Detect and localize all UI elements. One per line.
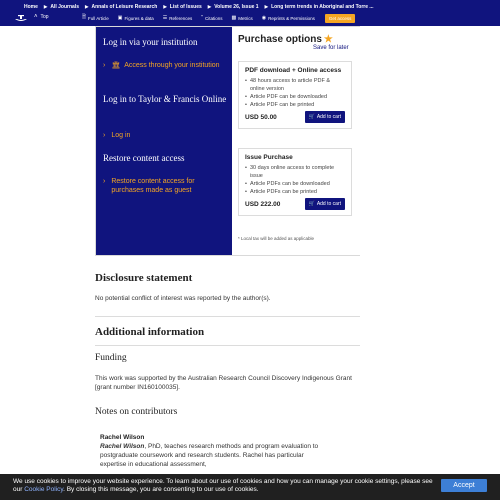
caret-right-icon: ▶ xyxy=(85,3,89,9)
link-label: Access through your institution xyxy=(124,62,220,69)
cart-icon: 🛒 xyxy=(308,201,315,207)
feature-item: • Article PDFs can be downloaded xyxy=(245,180,345,188)
price: USD 222.00 xyxy=(245,200,281,208)
price-row xyxy=(245,198,345,210)
feature-item: • 48 hours access to article PDF & online version xyxy=(245,77,345,93)
breadcrumb-item-article xyxy=(259,4,374,10)
purchase-title-text: Purchase options xyxy=(238,34,322,45)
institution-login-heading: Log in via your institution xyxy=(103,37,198,47)
breadcrumb-item-all-journals[interactable] xyxy=(38,4,79,10)
document-icon: 🗎 xyxy=(82,14,87,20)
quote-icon: “ xyxy=(201,15,203,21)
link-label: Restore content access for purchases made as guest xyxy=(111,178,195,194)
cart-icon: 🛒 xyxy=(308,114,315,120)
accept-cookies-button[interactable]: Accept xyxy=(441,479,487,492)
price: USD 50.00 xyxy=(245,113,277,121)
cookie-consent-banner xyxy=(0,474,500,500)
price-row xyxy=(245,111,345,123)
funding-text: This work was supported by the Australian Research Council Discovery Indigenous Grant [grant number IN160100035]. xyxy=(95,375,352,391)
purchase-option-card xyxy=(238,61,352,129)
toolbar-label: Reprints & Permissions xyxy=(268,15,315,21)
link-label: Log in xyxy=(111,132,131,139)
tf-login-heading: Log in to Taylor & Francis Online xyxy=(103,94,227,104)
image-icon: ▣ xyxy=(117,15,123,21)
breadcrumb-item-home[interactable] xyxy=(24,4,38,10)
breadcrumb-label: Long term trends in Aboriginal and Torre ... xyxy=(271,3,374,10)
citations-link[interactable] xyxy=(201,15,222,21)
tf-logo-icon[interactable] xyxy=(14,14,28,23)
add-to-cart-button[interactable] xyxy=(305,198,345,210)
get-access-button[interactable]: Get access xyxy=(325,14,356,23)
button-label: Add to cart xyxy=(316,114,341,120)
feature-item: • 30 days online access to complete issue xyxy=(245,164,345,180)
figures-data-link[interactable] xyxy=(118,15,154,21)
chevron-up-icon: ˄ xyxy=(34,14,38,20)
purchase-options-panel xyxy=(232,27,360,255)
add-to-cart-button[interactable] xyxy=(305,111,345,123)
chevron-right-icon: › xyxy=(103,178,106,185)
breadcrumb xyxy=(24,2,374,11)
toolbar-label: Metrics xyxy=(238,15,253,21)
contributor-name: Rachel Wilson xyxy=(100,434,145,441)
caret-right-icon: ▶ xyxy=(264,3,269,9)
tag-icon: ◉ xyxy=(261,15,267,21)
cookie-text-part: . By closing this message, you are consenting to our use of cookies. xyxy=(63,486,259,493)
back-to-top-link[interactable] xyxy=(34,14,49,20)
contributor-bio xyxy=(100,442,330,469)
cookie-message xyxy=(13,478,443,494)
restore-access-link[interactable] xyxy=(103,177,228,195)
caret-right-icon: ▶ xyxy=(163,3,167,9)
breadcrumb-item-journal[interactable] xyxy=(79,4,157,10)
chevron-right-icon: › xyxy=(103,62,106,69)
breadcrumb-label: List of Issues xyxy=(169,3,202,10)
breadcrumb-label: Home xyxy=(24,3,38,10)
cookie-text-part: We use cookies to improve your website experience. To learn about our use of cookies and how you can manage your cookie settings, please see our xyxy=(13,478,433,493)
institution-icon: 🏛 xyxy=(111,62,121,69)
bar-chart-icon: ▩ xyxy=(231,15,237,21)
breadcrumb-item-issues[interactable] xyxy=(157,4,201,10)
star-icon: ★ xyxy=(323,34,333,45)
feature-item: • Article PDF can be downloaded xyxy=(245,93,345,101)
breadcrumb-item-volume[interactable] xyxy=(202,4,259,10)
breadcrumb-label: Annals of Leisure Research xyxy=(91,3,158,10)
button-label: Add to cart xyxy=(316,201,341,207)
cookie-policy-link[interactable]: Cookie Policy xyxy=(24,486,64,493)
tax-note: * Local tax will be added as applicable xyxy=(238,236,315,241)
top-navigation-bar xyxy=(0,0,500,26)
toolbar-label: Figures & data xyxy=(124,15,154,21)
disclosure-text: No potential conflict of interest was reported by the author(s). xyxy=(95,295,271,302)
notes-on-contributors-heading: Notes on contributors xyxy=(95,407,178,417)
metrics-link[interactable] xyxy=(231,15,252,21)
references-link[interactable] xyxy=(163,15,193,21)
access-panel xyxy=(95,26,360,256)
feature-item: • Article PDF can be printed xyxy=(245,101,345,109)
article-toolbar xyxy=(82,12,355,24)
login-link[interactable] xyxy=(103,131,130,140)
toolbar-label: Full Article xyxy=(88,15,109,21)
purchase-options-title xyxy=(238,34,333,45)
breadcrumb-label: Volume 26, Issue 1 xyxy=(214,3,259,10)
additional-information-heading: Additional information xyxy=(95,326,205,338)
list-icon: ☰ xyxy=(162,15,168,21)
caret-right-icon: ▶ xyxy=(207,3,212,9)
funding-heading: Funding xyxy=(95,353,127,363)
toolbar-label: References xyxy=(169,15,193,21)
top-label: Top xyxy=(40,14,49,20)
save-for-later-link[interactable]: Save for later xyxy=(313,45,349,51)
section-divider xyxy=(95,345,360,346)
full-article-link[interactable] xyxy=(82,14,109,22)
toolbar-label: Citations xyxy=(204,15,223,21)
option-title: Issue Purchase xyxy=(245,154,293,161)
institution-login-panel xyxy=(96,27,232,255)
caret-right-icon: ▶ xyxy=(43,3,48,9)
restore-access-heading: Restore content access xyxy=(103,153,185,163)
reprints-permissions-link[interactable] xyxy=(262,15,315,21)
access-through-institution-link[interactable] xyxy=(103,61,225,70)
disclosure-heading: Disclosure statement xyxy=(95,272,193,284)
breadcrumb-label: All Journals xyxy=(50,3,79,10)
feature-list xyxy=(245,77,345,109)
feature-list xyxy=(245,164,345,196)
option-title: PDF download + Online access xyxy=(245,67,342,74)
contributor-name-inline: Rachel Wilson xyxy=(100,443,145,450)
feature-item: • Article PDFs can be printed xyxy=(245,188,345,196)
chevron-right-icon: › xyxy=(103,132,106,139)
section-divider xyxy=(95,316,360,317)
contributor-bio-text: , PhD, teaches research methods and program evaluation to postgraduate coursework and research students. Rachel has particular expertise in educational assessment, xyxy=(100,443,319,468)
purchase-option-card xyxy=(238,148,352,216)
